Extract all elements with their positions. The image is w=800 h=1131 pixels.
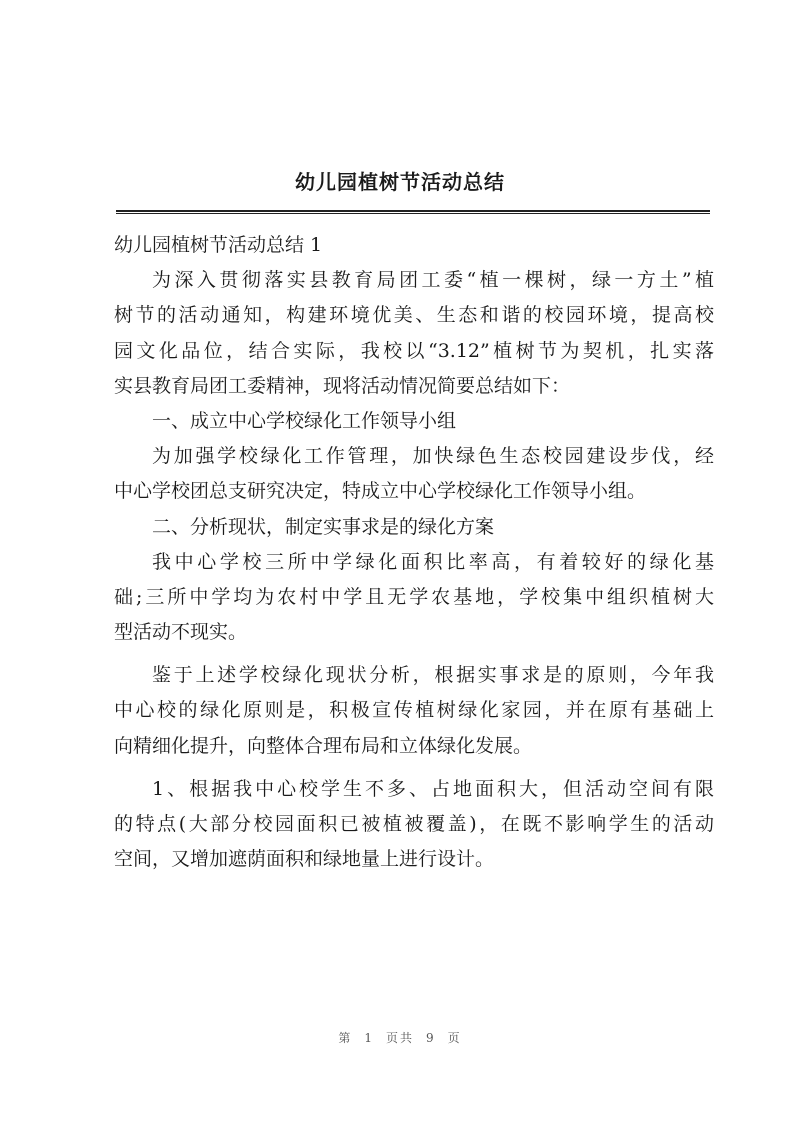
title-rule: [116, 210, 710, 214]
paragraph: [114, 510, 714, 545]
page-total: 9: [426, 1031, 436, 1045]
paragraph-line: 1、根据我中心校学生不多、占地面积大，但活动空间有限: [152, 777, 714, 800]
paragraph-line: 向精细化提升，向整体合理布局和立体绿化发展。: [114, 734, 533, 757]
document-body: [114, 228, 714, 877]
paragraph: [114, 772, 714, 878]
paragraph-line: 中心校的绿化原则是，积极宣传植树绿化家园，并在原有基础上: [114, 699, 714, 722]
paragraph-line: 实县教育局团工委精神，现将活动情况简要总结如下：: [114, 374, 571, 397]
paragraph: [114, 439, 714, 509]
paragraph: [114, 263, 714, 404]
paragraph-line: 中心学校团总支研究决定，特成立中心学校绿化工作领导小组。: [114, 480, 647, 503]
paragraph-gap: [114, 764, 714, 772]
document-title: 幼儿园植树节活动总结: [295, 170, 505, 194]
section-heading: 幼儿园植树节活动总结 1: [114, 234, 323, 256]
paragraph-line: 为深入贯彻落实县教育局团工委“植一棵树，绿一方土”植: [152, 269, 714, 292]
paragraph-line: 鉴于上述学校绿化现状分析，根据实事求是的原则，今年我: [152, 664, 714, 687]
page-footer: [0, 1029, 800, 1046]
paragraph-line: 树节的活动通知，构建环境优美、生态和谐的校园环境，提高校: [114, 304, 714, 327]
paragraph-gap: [114, 650, 714, 658]
paragraph-line: 我中心学校三所中学绿化面积比率高，有着较好的绿化基: [152, 550, 714, 573]
paragraph-line: 型活动不现实。: [114, 621, 248, 644]
paragraph-line: 空间，又增加遮荫面积和绿地量上进行设计。: [114, 848, 495, 871]
paragraph: [114, 404, 714, 439]
paragraph-line: 一、成立中心学校绿化工作领导小组: [152, 409, 457, 432]
page-number: 1: [364, 1031, 374, 1045]
paragraph-line: 的特点(大部分校园面积已被植被覆盖)，在既不影响学生的活动: [114, 813, 714, 835]
paragraph-line: 为加强学校绿化工作管理，加快绿色生态校园建设步伐，经: [152, 445, 714, 468]
page-prefix: 第: [338, 1031, 353, 1045]
paragraph-line: 二、分析现状，制定实事求是的绿化方案: [152, 515, 495, 538]
paragraph: [114, 658, 714, 764]
page-suffix: 页: [447, 1031, 462, 1045]
page-mid: 页共: [385, 1031, 414, 1045]
paragraph-line: 园文化品位，结合实际，我校以“3.12”植树节为契机，扎实落: [114, 339, 714, 362]
paragraph: [114, 545, 714, 651]
paragraph-line: 础;三所中学均为农村中学且无学农基地，学校集中组织植树大: [114, 585, 714, 608]
